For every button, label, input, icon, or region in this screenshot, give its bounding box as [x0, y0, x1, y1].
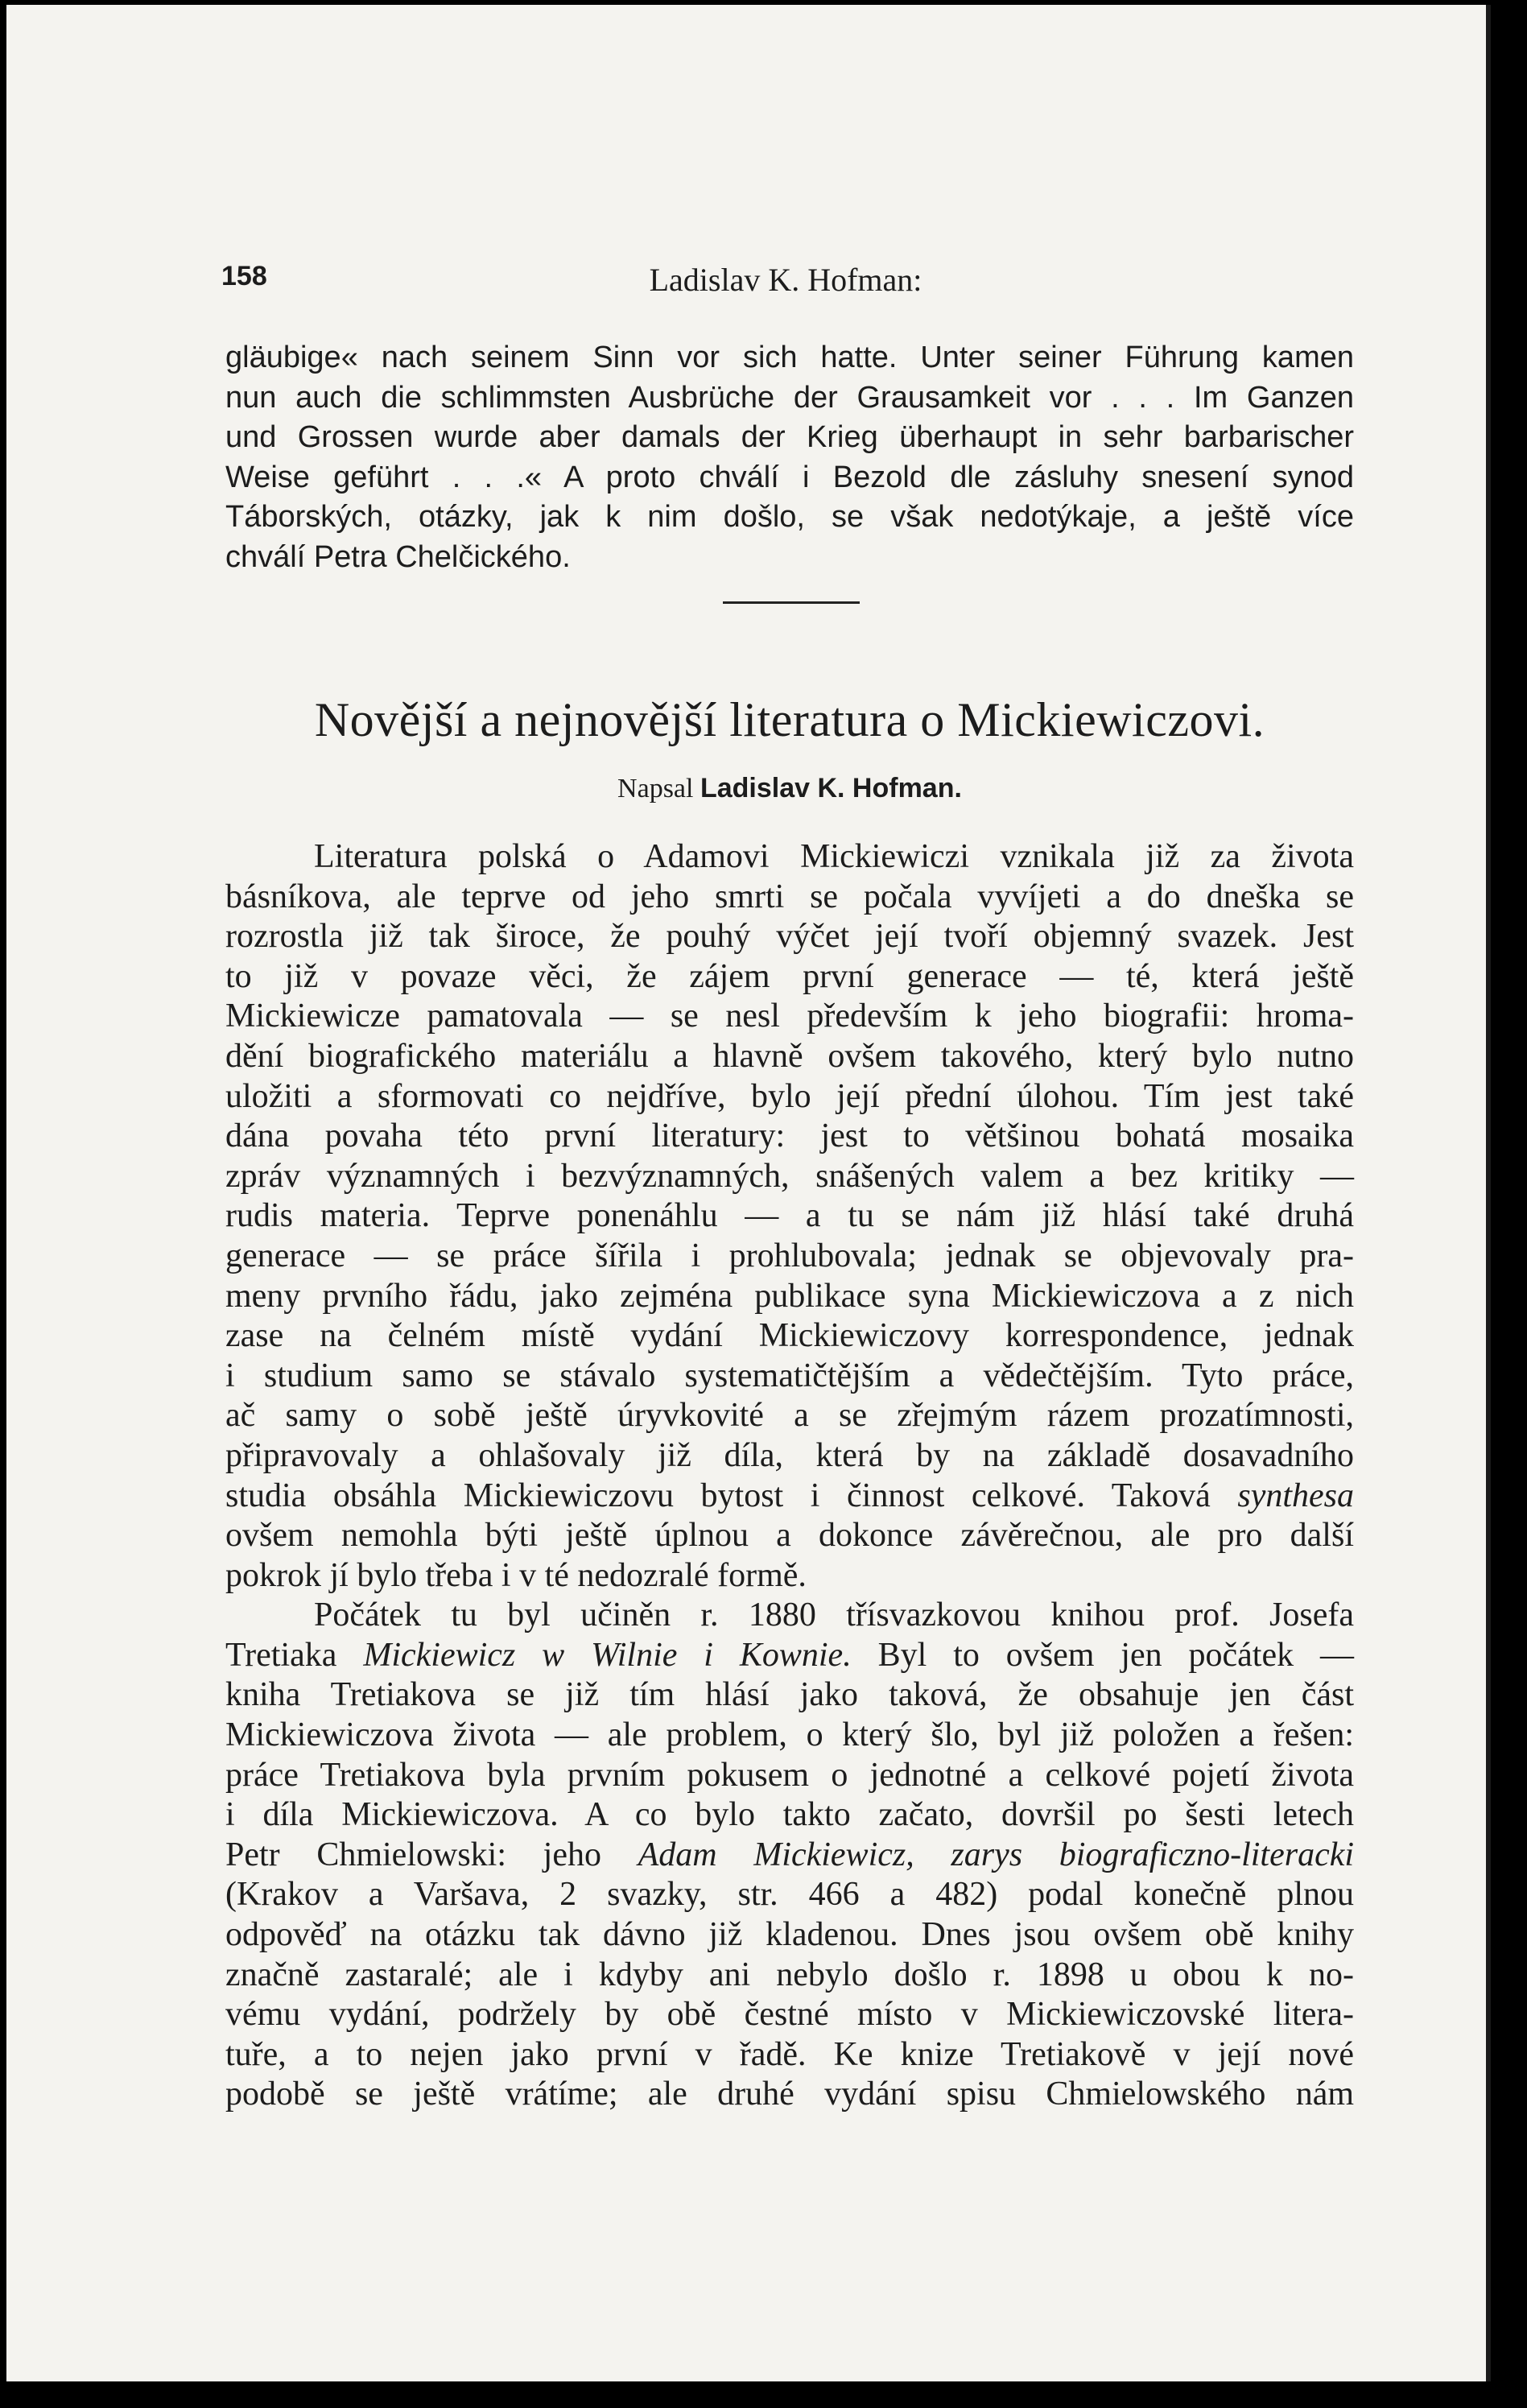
byline	[225, 773, 1354, 804]
text-line	[225, 1636, 1354, 1676]
book-subtitle: zarys biograficzno-literacki	[951, 1836, 1355, 1873]
article-title: Novější a nejnovější literatura o Mickiewiczovi.	[314, 693, 1265, 746]
quote-block	[225, 338, 1354, 577]
text-line: odpověď na otázku tak dávno již kladenou. Dnes jsou ovšem obě knihy	[225, 1916, 1354, 1954]
text-line: kniha Tretiakova se již tím hlásí jako taková, že obsahuje jen část	[225, 1676, 1354, 1714]
text-line: vému vydání, podržely by obě čestné místo v Mickiewiczovské litera-	[225, 1996, 1354, 2034]
text-line: Mickiewiczova života — ale problem, o který šlo, byl již položen a řešen:	[225, 1716, 1354, 1754]
text-line: dána povaha této první literatury: jest to většinou bohatá mosaika	[225, 1117, 1354, 1155]
text-line: připravovaly a ohlašovaly již díla, která by na základě dosavadního	[225, 1436, 1354, 1474]
text-line: básníkova, ale teprve od jeho smrti se počala vyvíjeti a do dneška se	[225, 878, 1354, 915]
text-line: ač samy o sobě ještě úryvkovité a se zřejmým rázem prozatímnosti,	[225, 1397, 1354, 1435]
text-line: Weise geführt . . .« A proto chválí i Bezold dle zásluhy snesení synod	[225, 460, 1354, 494]
text-line	[225, 1477, 1354, 1517]
section-divider	[723, 601, 860, 604]
text-line: rudis materia. Teprve ponenáhlu — a tu se nám již hlásí také druhá	[225, 1197, 1354, 1235]
text-line: uložiti a sformovati co nejdříve, bylo její přední úlohou. Tím jest také	[225, 1077, 1354, 1115]
book-title: Adam Mickiewicz,	[638, 1836, 914, 1873]
text-line: práce Tretiakova byla prvním pokusem o jednotné a celkové pojetí života	[225, 1756, 1354, 1794]
article-body	[225, 837, 1354, 2115]
paragraph-first-line: Literatura polská o Adamovi Mickiewiczi vznikala již za života	[314, 838, 1354, 875]
italic-term: synthesa	[1237, 1477, 1355, 1514]
text-line: značně zastaralé; ale i kdyby ani nebylo došlo r. 1898 u obou k no-	[225, 1956, 1354, 1993]
book-title: Mickiewicz w Wilnie i Kownie.	[363, 1636, 852, 1674]
text-line: i studium samo se stávalo systematičtějším a vědečtějším. Tyto práce,	[225, 1357, 1354, 1394]
byline-author: Ladislav K. Hofman.	[700, 773, 962, 803]
text-line: nun auch die schlimmsten Ausbrüche der Grausamkeit vor . . . Im Ganzen	[225, 380, 1354, 415]
text-line: i díla Mickiewiczova. A co bylo takto začato, dovršil po šesti letech	[225, 1796, 1354, 1834]
text-line: tuře, a to nejen jako první v řadě. Ke knize Tretiakově v její nové	[225, 2035, 1354, 2073]
text-line: Mickiewicze pamatovala — se nesl především k jeho biografii: hroma-	[225, 997, 1354, 1035]
paragraph-first-line: Počátek tu byl učiněn r. 1880 třísvazkovou knihou prof. Josefa	[314, 1596, 1354, 1634]
text-segment: Petr Chmielowski: jeho	[225, 1836, 601, 1873]
page-number: 158	[221, 261, 267, 291]
text-segment: studia obsáhla Mickiewiczovu bytost i činnost celkové. Taková	[225, 1477, 1211, 1514]
page-header	[221, 261, 1350, 301]
text-line: Táborských, otázky, jak k nim došlo, se však nedotýkaje, a ještě více	[225, 500, 1354, 534]
text-line: (Krakov a Varšava, 2 svazky, str. 466 a 482) podal konečně plnou	[225, 1876, 1354, 1914]
text-line: meny prvního řádu, jako zejména publikace syna Mickiewiczova a z nich	[225, 1277, 1354, 1315]
byline-prefix: Napsal	[617, 774, 694, 803]
text-line: gläubige« nach seinem Sinn vor sich hatte. Unter seiner Führung kamen	[225, 341, 1354, 374]
text-line: zpráv významných i bezvýznamných, snášených valem a bez kritiky —	[225, 1157, 1354, 1195]
text-line: to již v povaze věci, že zájem první generace — té, která ještě	[225, 957, 1354, 995]
text-line: podobě se ještě vrátíme; ale druhé vydání spisu Chmielowského nám	[225, 2076, 1354, 2113]
running-head: Ladislav K. Hofman:	[649, 262, 922, 298]
text-line: pokrok jí bylo třeba i v té nedozralé formě.	[225, 1556, 807, 1594]
text-line: ovšem nemohla býti ještě úplnou a dokonce závěrečnou, ale pro další	[225, 1517, 1354, 1555]
text-line: chválí Petra Chelčického.	[225, 539, 571, 574]
text-line: zase na čelném místě vydání Mickiewiczovy korrespondence, jednak	[225, 1317, 1354, 1355]
text-segment: Byl to ovšem jen počátek —	[877, 1636, 1355, 1674]
text-line: und Grossen wurde aber damals der Krieg überhaupt in sehr barbarischer	[225, 420, 1354, 454]
text-segment: Tretiaka	[225, 1636, 337, 1674]
text-line: rozrostla již tak široce, že pouhý výčet její tvoří objemný svazek. Jest	[225, 918, 1354, 956]
text-line: dění biografického materiálu a hlavně ovšem takového, který bylo nutno	[225, 1037, 1354, 1075]
text-line: generace — se práce šířila i prohlubovala; jednak se objevovaly pra-	[225, 1237, 1354, 1274]
text-line	[225, 1836, 1354, 1876]
